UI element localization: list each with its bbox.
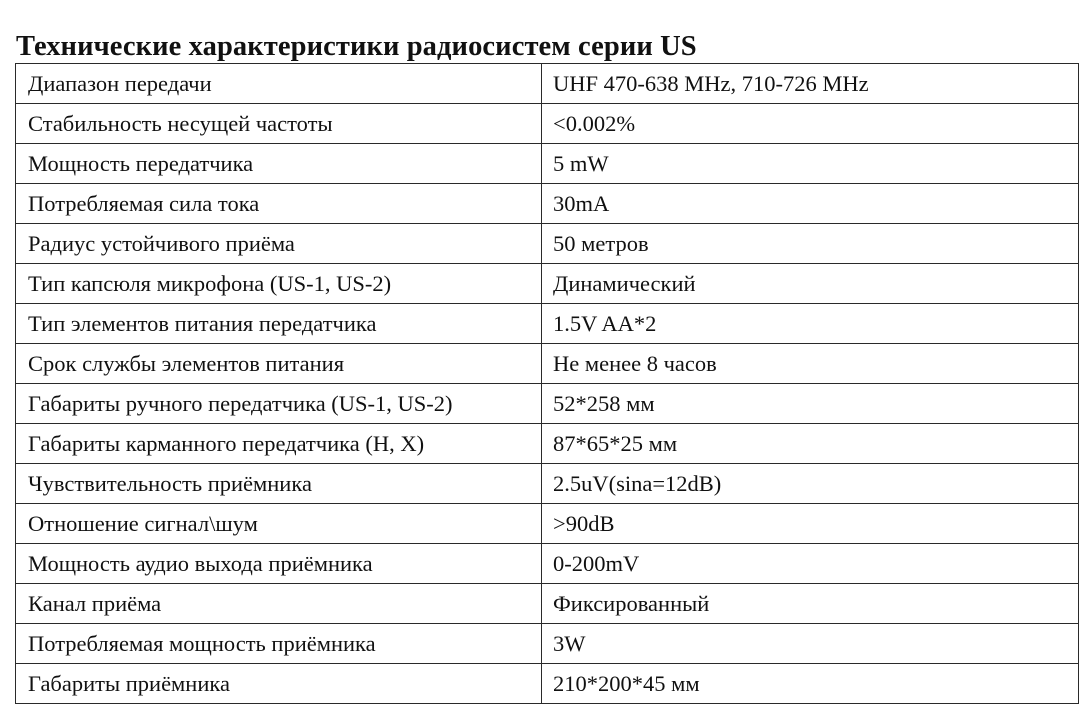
table-row bbox=[16, 344, 1079, 384]
value-cell: 1.5V AA*2 bbox=[542, 304, 1079, 344]
value-cell: >90dB bbox=[542, 504, 1079, 544]
value-cell: 30mA bbox=[542, 184, 1079, 224]
table-row bbox=[16, 184, 1079, 224]
value-cell: 52*258 мм bbox=[542, 384, 1079, 424]
page-title: Технические характеристики радиосистем серии US bbox=[16, 31, 697, 63]
table-row bbox=[16, 584, 1079, 624]
specifications-table bbox=[15, 63, 1079, 704]
parameter-cell: Габариты приёмника bbox=[16, 664, 542, 704]
parameter-cell: Диапазон передачи bbox=[16, 64, 542, 104]
parameter-cell: Тип капсюля микрофона (US-1, US-2) bbox=[16, 264, 542, 304]
table-row bbox=[16, 224, 1079, 264]
value-cell: <0.002% bbox=[542, 104, 1079, 144]
parameter-cell: Потребляемая мощность приёмника bbox=[16, 624, 542, 664]
parameter-cell: Мощность аудио выхода приёмника bbox=[16, 544, 542, 584]
table-row bbox=[16, 464, 1079, 504]
value-cell: 0-200mV bbox=[542, 544, 1079, 584]
table-row bbox=[16, 504, 1079, 544]
parameter-cell: Срок службы элементов питания bbox=[16, 344, 542, 384]
value-cell: 5 mW bbox=[542, 144, 1079, 184]
table-row bbox=[16, 664, 1079, 704]
value-cell: Не менее 8 часов bbox=[542, 344, 1079, 384]
parameter-cell: Габариты ручного передатчика (US-1, US-2) bbox=[16, 384, 542, 424]
value-cell: Динамический bbox=[542, 264, 1079, 304]
value-cell: 50 метров bbox=[542, 224, 1079, 264]
specifications-table-body bbox=[16, 64, 1079, 704]
table-row bbox=[16, 424, 1079, 464]
table-row bbox=[16, 304, 1079, 344]
value-cell: 3W bbox=[542, 624, 1079, 664]
parameter-cell: Отношение сигнал\шум bbox=[16, 504, 542, 544]
value-cell: UHF 470-638 MHz, 710-726 MHz bbox=[542, 64, 1079, 104]
parameter-cell: Радиус устойчивого приёма bbox=[16, 224, 542, 264]
parameter-cell: Стабильность несущей частоты bbox=[16, 104, 542, 144]
table-row bbox=[16, 264, 1079, 304]
table-row bbox=[16, 544, 1079, 584]
parameter-cell: Потребляемая сила тока bbox=[16, 184, 542, 224]
parameter-cell: Мощность передатчика bbox=[16, 144, 542, 184]
table-row bbox=[16, 624, 1079, 664]
value-cell: Фиксированный bbox=[542, 584, 1079, 624]
parameter-cell: Чувствительность приёмника bbox=[16, 464, 542, 504]
parameter-cell: Канал приёма bbox=[16, 584, 542, 624]
table-row bbox=[16, 104, 1079, 144]
value-cell: 2.5uV(sina=12dB) bbox=[542, 464, 1079, 504]
value-cell: 87*65*25 мм bbox=[542, 424, 1079, 464]
table-row bbox=[16, 384, 1079, 424]
parameter-cell: Габариты карманного передатчика (H, X) bbox=[16, 424, 542, 464]
table-row bbox=[16, 144, 1079, 184]
value-cell: 210*200*45 мм bbox=[542, 664, 1079, 704]
table-row bbox=[16, 64, 1079, 104]
parameter-cell: Тип элементов питания передатчика bbox=[16, 304, 542, 344]
